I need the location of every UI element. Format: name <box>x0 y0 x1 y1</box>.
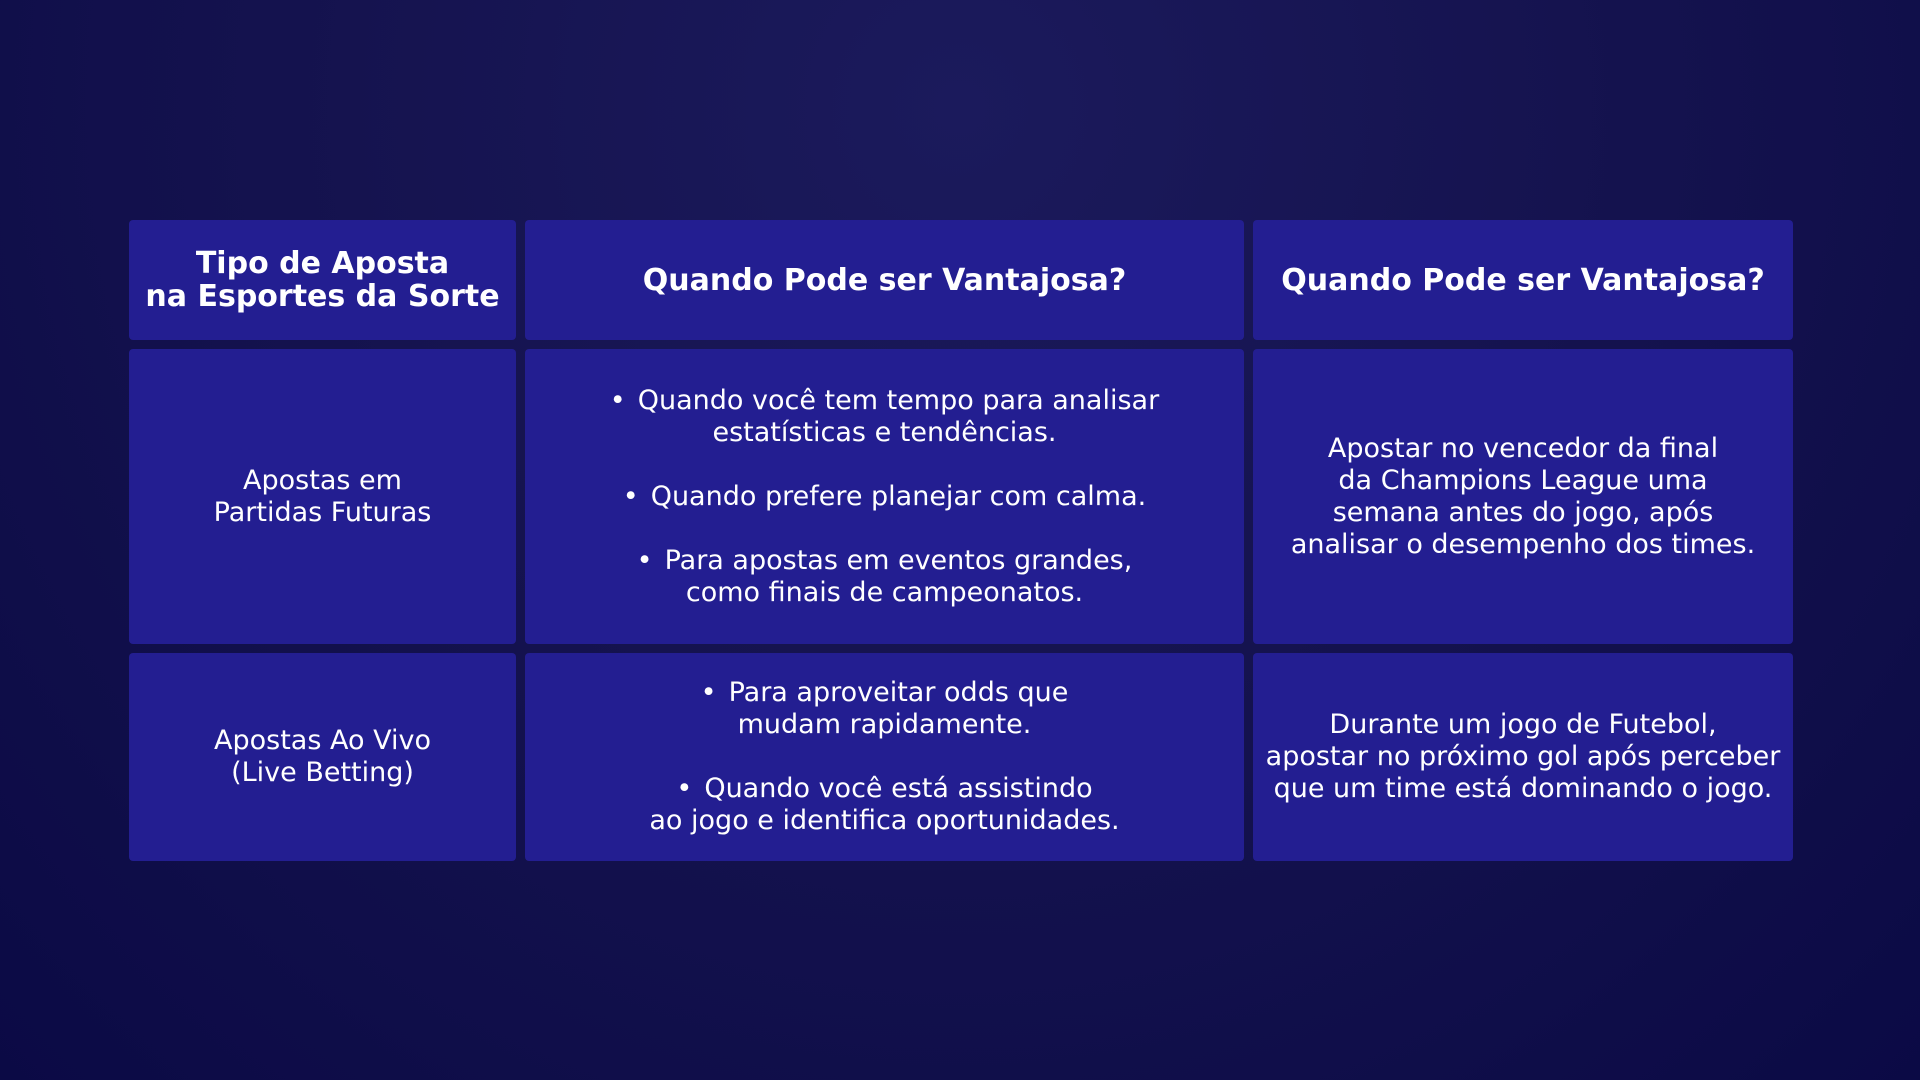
row-live-type <box>129 653 516 861</box>
row-live-when <box>525 653 1244 861</box>
type-text-line: Apostas em <box>243 464 402 496</box>
header-text-line: na Esportes da Sorte <box>145 279 500 314</box>
row-future-when <box>525 349 1244 644</box>
bullet-line: como finais de campeonatos. <box>685 576 1084 608</box>
example-text-line: Apostar no vencedor da final <box>1327 432 1719 464</box>
header-when-advantageous <box>525 220 1244 340</box>
bullet-line: • Quando prefere planejar com calma. <box>610 481 1159 513</box>
list-item <box>610 545 1159 609</box>
bullet-line: • Quando você tem tempo para analisar <box>610 385 1159 417</box>
row-future-example <box>1253 349 1793 644</box>
type-text-line: Apostas Ao Vivo <box>214 725 431 756</box>
bullet-line: • Para aproveitar odds que <box>649 677 1119 709</box>
header-text-line: Quando Pode ser Vantajosa? <box>642 262 1127 298</box>
bullet-list <box>610 385 1159 609</box>
row-future-type <box>129 349 516 644</box>
example-text-line: que um time está dominando o jogo. <box>1273 773 1773 804</box>
type-text-line: (Live Betting) <box>231 757 414 788</box>
bullet-line: • Para apostas em eventos grandes, <box>610 545 1159 577</box>
list-item <box>610 385 1159 449</box>
bullet-line: ao jogo e identifica oportunidades. <box>649 805 1120 836</box>
list-item <box>649 677 1119 741</box>
bullet-line: mudam rapidamente. <box>737 709 1032 740</box>
header-text-line: Tipo de Aposta <box>195 246 450 281</box>
bullet-line: • Quando você está assistindo <box>649 773 1119 805</box>
type-text-line: Partidas Futuras <box>213 496 432 528</box>
header-bet-type <box>129 220 516 340</box>
bullet-line: estatísticas e tendências. <box>712 416 1057 448</box>
example-text-line: analisar o desempenho dos times. <box>1290 528 1756 560</box>
example-text-line: semana antes do jogo, após <box>1332 496 1714 528</box>
header-when-advantageous-2 <box>1253 220 1793 340</box>
header-text-line: Quando Pode ser Vantajosa? <box>1281 262 1765 298</box>
list-item <box>649 773 1119 837</box>
list-item <box>610 481 1159 513</box>
example-text-line: apostar no próximo gol após perceber <box>1265 741 1781 772</box>
example-text-line: da Champions League uma <box>1338 464 1708 496</box>
example-text-line: Durante um jogo de Futebol, <box>1329 709 1717 740</box>
bullet-list <box>649 677 1119 837</box>
comparison-table <box>129 220 1793 861</box>
row-live-example <box>1253 653 1793 861</box>
